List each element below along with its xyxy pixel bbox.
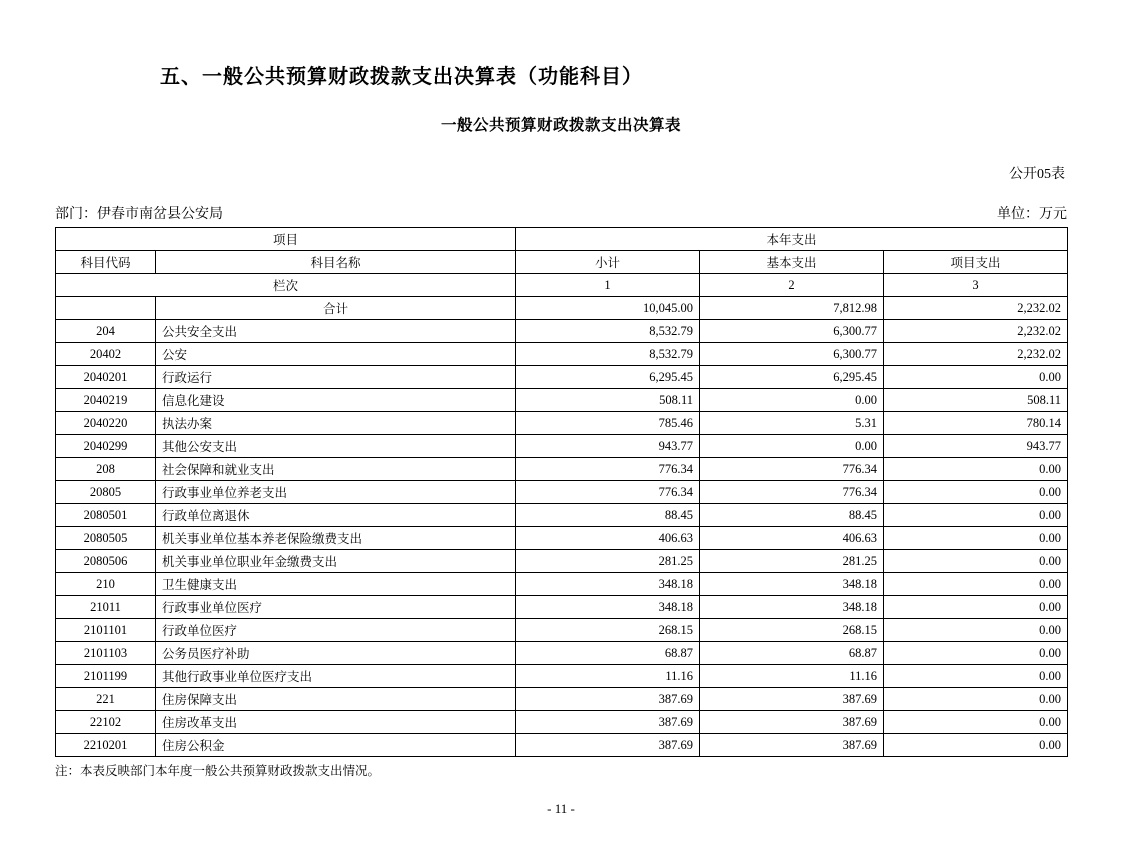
cell-name: 其他行政事业单位医疗支出 [156, 665, 516, 688]
cell-project: 0.00 [884, 504, 1068, 527]
document-title: 一般公共预算财政拨款支出决算表 [440, 116, 681, 134]
budget-table [55, 227, 1068, 757]
page-number: - 11 - [547, 801, 575, 816]
cell-basic: 406.63 [700, 527, 884, 550]
cell-code: 20402 [56, 343, 156, 366]
table-row [56, 366, 1068, 389]
cell-name: 住房改革支出 [156, 711, 516, 734]
group-header-current-year: 本年支出 [516, 228, 1068, 251]
cell-subtotal: 88.45 [516, 504, 700, 527]
table-row [56, 435, 1068, 458]
cell-code: 210 [56, 573, 156, 596]
table-row [56, 642, 1068, 665]
cell-basic: 88.45 [700, 504, 884, 527]
cell-subtotal: 268.15 [516, 619, 700, 642]
column-header-code: 科目代码 [56, 251, 156, 274]
cell-name: 公共安全支出 [156, 320, 516, 343]
cell-project: 0.00 [884, 642, 1068, 665]
cell-subtotal: 785.46 [516, 412, 700, 435]
cell-basic: 68.87 [700, 642, 884, 665]
table-body [56, 297, 1068, 757]
cell-basic: 268.15 [700, 619, 884, 642]
table-row [56, 711, 1068, 734]
column-index-2: 2 [700, 274, 884, 297]
cell-project: 2,232.02 [884, 343, 1068, 366]
cell-project: 0.00 [884, 619, 1068, 642]
cell-code: 2040201 [56, 366, 156, 389]
cell-project: 0.00 [884, 458, 1068, 481]
cell-basic: 7,812.98 [700, 297, 884, 320]
cell-basic: 387.69 [700, 711, 884, 734]
column-header-name: 科目名称 [156, 251, 516, 274]
table-row [56, 527, 1068, 550]
cell-basic: 281.25 [700, 550, 884, 573]
cell-subtotal: 406.63 [516, 527, 700, 550]
cell-project: 943.77 [884, 435, 1068, 458]
cell-basic: 387.69 [700, 688, 884, 711]
cell-subtotal: 8,532.79 [516, 343, 700, 366]
budget-table-wrapper [55, 227, 1067, 757]
cell-code: 2080505 [56, 527, 156, 550]
cell-subtotal: 776.34 [516, 481, 700, 504]
table-row [56, 619, 1068, 642]
cell-basic: 776.34 [700, 458, 884, 481]
table-row [56, 481, 1068, 504]
cell-name: 行政运行 [156, 366, 516, 389]
cell-basic: 0.00 [700, 435, 884, 458]
table-group-header-row [56, 228, 1068, 251]
cell-project: 508.11 [884, 389, 1068, 412]
cell-name: 行政单位离退休 [156, 504, 516, 527]
cell-project: 0.00 [884, 711, 1068, 734]
cell-subtotal: 10,045.00 [516, 297, 700, 320]
cell-code: 2080501 [56, 504, 156, 527]
cell-basic: 5.31 [700, 412, 884, 435]
cell-name: 行政单位医疗 [156, 619, 516, 642]
cell-code: 2210201 [56, 734, 156, 757]
cell-project: 0.00 [884, 481, 1068, 504]
meta-row [55, 203, 1067, 223]
cell-subtotal: 508.11 [516, 389, 700, 412]
cell-project: 2,232.02 [884, 320, 1068, 343]
cell-project: 780.14 [884, 412, 1068, 435]
column-index-label: 栏次 [56, 274, 516, 297]
cell-name: 行政事业单位养老支出 [156, 481, 516, 504]
cell-project: 0.00 [884, 734, 1068, 757]
cell-name: 信息化建设 [156, 389, 516, 412]
cell-name: 公务员医疗补助 [156, 642, 516, 665]
cell-name: 合计 [156, 297, 516, 320]
cell-code: 2080506 [56, 550, 156, 573]
cell-code: 208 [56, 458, 156, 481]
page-title: 五、一般公共预算财政拨款支出决算表（功能科目） [160, 64, 643, 88]
table-row [56, 297, 1068, 320]
table-row [56, 573, 1068, 596]
cell-name: 卫生健康支出 [156, 573, 516, 596]
department-label: 部门：伊春市南岔县公安局 [55, 207, 223, 222]
cell-code: 22102 [56, 711, 156, 734]
cell-project: 0.00 [884, 366, 1068, 389]
cell-basic: 6,300.77 [700, 320, 884, 343]
cell-subtotal: 68.87 [516, 642, 700, 665]
cell-subtotal: 776.34 [516, 458, 700, 481]
unit-label: 单位：万元 [997, 207, 1067, 222]
cell-name: 住房保障支出 [156, 688, 516, 711]
table-row [56, 343, 1068, 366]
cell-code: 2040299 [56, 435, 156, 458]
column-index-1: 1 [516, 274, 700, 297]
column-header-basic: 基本支出 [700, 251, 884, 274]
cell-name: 其他公安支出 [156, 435, 516, 458]
cell-subtotal: 8,532.79 [516, 320, 700, 343]
table-row [56, 688, 1068, 711]
cell-code: 204 [56, 320, 156, 343]
cell-name: 社会保障和就业支出 [156, 458, 516, 481]
table-note: 注：本表反映部门本年度一般公共预算财政拨款支出情况。 [55, 764, 381, 778]
table-row [56, 665, 1068, 688]
cell-name: 住房公积金 [156, 734, 516, 757]
cell-project: 0.00 [884, 573, 1068, 596]
cell-code: 2040220 [56, 412, 156, 435]
cell-code: 20805 [56, 481, 156, 504]
cell-code: 221 [56, 688, 156, 711]
cell-basic: 387.69 [700, 734, 884, 757]
cell-subtotal: 387.69 [516, 688, 700, 711]
cell-name: 机关事业单位职业年金缴费支出 [156, 550, 516, 573]
cell-basic: 6,295.45 [700, 366, 884, 389]
cell-project: 0.00 [884, 596, 1068, 619]
cell-subtotal: 6,295.45 [516, 366, 700, 389]
cell-subtotal: 387.69 [516, 734, 700, 757]
cell-project: 0.00 [884, 665, 1068, 688]
cell-code: 2101103 [56, 642, 156, 665]
cell-basic: 776.34 [700, 481, 884, 504]
cell-basic: 348.18 [700, 596, 884, 619]
cell-name: 执法办案 [156, 412, 516, 435]
cell-project: 0.00 [884, 688, 1068, 711]
table-column-index-row [56, 274, 1068, 297]
cell-name: 机关事业单位基本养老保险缴费支出 [156, 527, 516, 550]
cell-subtotal: 348.18 [516, 573, 700, 596]
cell-code [56, 297, 156, 320]
table-column-header-row [56, 251, 1068, 274]
table-row [56, 412, 1068, 435]
cell-project: 2,232.02 [884, 297, 1068, 320]
cell-subtotal: 348.18 [516, 596, 700, 619]
cell-name: 行政事业单位医疗 [156, 596, 516, 619]
cell-basic: 0.00 [700, 389, 884, 412]
cell-subtotal: 281.25 [516, 550, 700, 573]
table-row [56, 596, 1068, 619]
cell-code: 21011 [56, 596, 156, 619]
column-header-project: 项目支出 [884, 251, 1068, 274]
table-row [56, 504, 1068, 527]
cell-code: 2101199 [56, 665, 156, 688]
table-row [56, 320, 1068, 343]
cell-basic: 11.16 [700, 665, 884, 688]
cell-basic: 6,300.77 [700, 343, 884, 366]
table-row [56, 458, 1068, 481]
table-head [56, 228, 1068, 297]
table-row [56, 734, 1068, 757]
cell-project: 0.00 [884, 550, 1068, 573]
cell-subtotal: 387.69 [516, 711, 700, 734]
cell-subtotal: 11.16 [516, 665, 700, 688]
group-header-project: 项目 [56, 228, 516, 251]
column-index-3: 3 [884, 274, 1068, 297]
cell-code: 2101101 [56, 619, 156, 642]
table-row [56, 550, 1068, 573]
cell-name: 公安 [156, 343, 516, 366]
page [0, 60, 1122, 853]
column-header-subtotal: 小计 [516, 251, 700, 274]
cell-subtotal: 943.77 [516, 435, 700, 458]
cell-basic: 348.18 [700, 573, 884, 596]
form-code-label: 公开05表 [1009, 167, 1065, 182]
cell-code: 2040219 [56, 389, 156, 412]
cell-project: 0.00 [884, 527, 1068, 550]
table-row [56, 389, 1068, 412]
